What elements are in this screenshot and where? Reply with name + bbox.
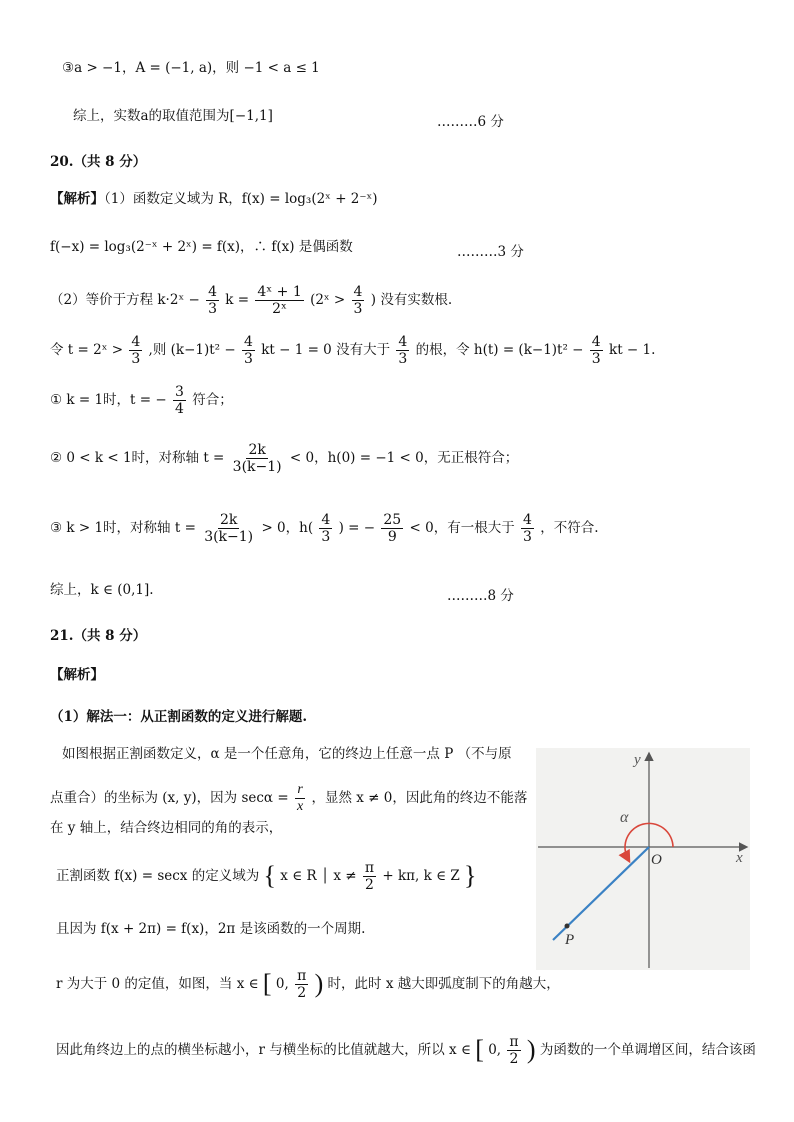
text-line: f(−x) = log₃(2⁻ˣ + 2ˣ) = f(x)，∴ f(x) 是偶函数 [50, 239, 353, 255]
fraction: $\frac{\text{4ˣ + 1}}{\text{2ˣ}}$ [257, 284, 302, 318]
fraction: $\frac{4}{3}$ [243, 334, 253, 368]
fraction: $\frac{4}{3}$ [591, 334, 601, 368]
text-span: （1）函数定义域为 R，f(x) = log₃(2ˣ + 2⁻ˣ) [104, 191, 378, 207]
fraction: $\frac{4}{3}$ [523, 512, 532, 546]
text-span: ① k = 1时，t = − [50, 392, 167, 409]
text-span: > 0，h( [261, 520, 314, 537]
text-line [50, 442, 518, 475]
text-span: 令 t = 2ˣ > [50, 342, 124, 359]
text-span: r 为大于 0 的定值，如图，当 x ∈ [56, 976, 259, 993]
text-span: ，显然 x ≠ 0，因此角的终边不能落 [311, 790, 528, 807]
fraction: $\frac{25}{9}$ [383, 512, 402, 546]
angle-figure [536, 748, 750, 970]
bracket: [ [262, 969, 272, 999]
text-line: 综上，k ∈ (0,1]. [50, 582, 154, 598]
text-line: 综上，实数a的取值范围为[−1,1] [73, 108, 273, 124]
text-line: 在 y 轴上，结合终边相同的角的表示， [50, 820, 283, 836]
bracket: ) [314, 969, 324, 999]
text-line [50, 384, 233, 417]
alpha-label: α [620, 809, 629, 826]
origin-label: O [651, 852, 662, 868]
text-span: 正割函数 f(x) = secx 的定义域为 [56, 868, 260, 885]
text-span: 时，此时 x 越大即弧度制下的角越大， [327, 976, 560, 993]
text-line [50, 334, 655, 367]
brace: { [263, 861, 276, 891]
analysis-label: 【解析】 [50, 667, 104, 683]
fraction: $\frac{4}{3}$ [208, 284, 217, 318]
text-span: 符合； [192, 392, 233, 409]
fraction: $\frac{2k}{3(k-1)}$ [232, 442, 282, 476]
text-span: 为函数的一个单调增区间，结合该函 [539, 1042, 756, 1059]
text-span: （2）等价于方程 k·2ˣ − [50, 292, 200, 309]
text-span: 点重合）的坐标为 (x, y)，因为 secα = [50, 790, 289, 807]
fraction: $\frac{4}{3}$ [131, 334, 141, 368]
text-line [50, 512, 599, 545]
text-span: 因此角终边上的点的横坐标越小，r 与横坐标的比值就越大，所以 x ∈ [56, 1042, 471, 1059]
fraction: $\frac{4}{3}$ [398, 334, 408, 368]
score-mark: ………8 分 [447, 588, 514, 604]
text-span: ③ k > 1时，对称轴 t = [50, 520, 196, 537]
text-line [56, 968, 560, 1001]
fraction: $\frac{4}{3}$ [321, 512, 331, 546]
fraction: $\frac{4}{3}$ [353, 284, 363, 318]
text-span: 0, [275, 976, 289, 993]
method-heading: （1）解法一：从正割函数的定义进行解题. [50, 709, 308, 725]
text-span: ，不符合. [540, 520, 599, 537]
text-span: x ∈ R │ x ≠ [280, 868, 357, 885]
text-line [50, 782, 527, 815]
text-span: ) 没有实数根. [370, 292, 453, 309]
brace: } [464, 861, 477, 891]
text-span: 0, [488, 1042, 502, 1059]
text-span: k = [225, 292, 250, 309]
text-span: ) = − [338, 520, 376, 537]
text-span: (2ˣ > [310, 292, 346, 309]
fraction: $\frac{2k}{3(k-1)}$ [204, 512, 254, 546]
fraction: $\frac{\pi}{2}$ [509, 1034, 519, 1068]
x-label: x [736, 850, 743, 866]
text-span: kt − 1 = 0 没有大于 [261, 342, 391, 359]
text-span: + kπ, k ∈ Z [382, 868, 460, 885]
score-mark: ………3 分 [457, 244, 524, 260]
fraction: $\frac{3}{4}$ [175, 384, 184, 418]
analysis-label: 【解析】 [50, 191, 104, 207]
text-line: ③a > −1，A = (−1, a)，则 −1 < a ≤ 1 [62, 60, 320, 76]
text-span: < 0，有一根大于 [409, 520, 515, 537]
bracket: ) [526, 1035, 536, 1065]
text-line: 如图根据正割函数定义，α 是一个任意角，它的终边上任意一点 P （不与原 [62, 746, 512, 762]
question-heading: 21.（共 8 分） [50, 628, 147, 644]
text-line: 且因为 f(x + 2π) = f(x)，2π 是该函数的一个周期. [56, 921, 366, 937]
text-line [56, 860, 477, 893]
text-line [50, 191, 378, 207]
text-span: ② 0 < k < 1时，对称轴 t = [50, 450, 225, 467]
text-line [50, 284, 452, 317]
text-span: < 0，h(0) = −1 < 0，无正根符合； [289, 450, 519, 467]
text-span: 的根，令 h(t) = (k−1)t² − [415, 342, 584, 359]
text-line [56, 1034, 756, 1067]
text-span: kt − 1. [609, 342, 656, 359]
fraction: $\frac{\pi}{2}$ [297, 968, 307, 1002]
p-label: P [565, 932, 575, 948]
score-mark: ………6 分 [437, 114, 504, 130]
fraction: $\frac{\pi}{2}$ [364, 860, 375, 894]
figure-svg [536, 748, 750, 970]
question-heading: 20.（共 8 分） [50, 154, 147, 170]
y-label: y [634, 752, 641, 768]
point-p-marker [565, 924, 570, 929]
text-span: ,则 (k−1)t² − [148, 342, 236, 359]
bracket: [ [475, 1035, 484, 1065]
fraction: $\frac{r}{x}$ [296, 782, 304, 815]
